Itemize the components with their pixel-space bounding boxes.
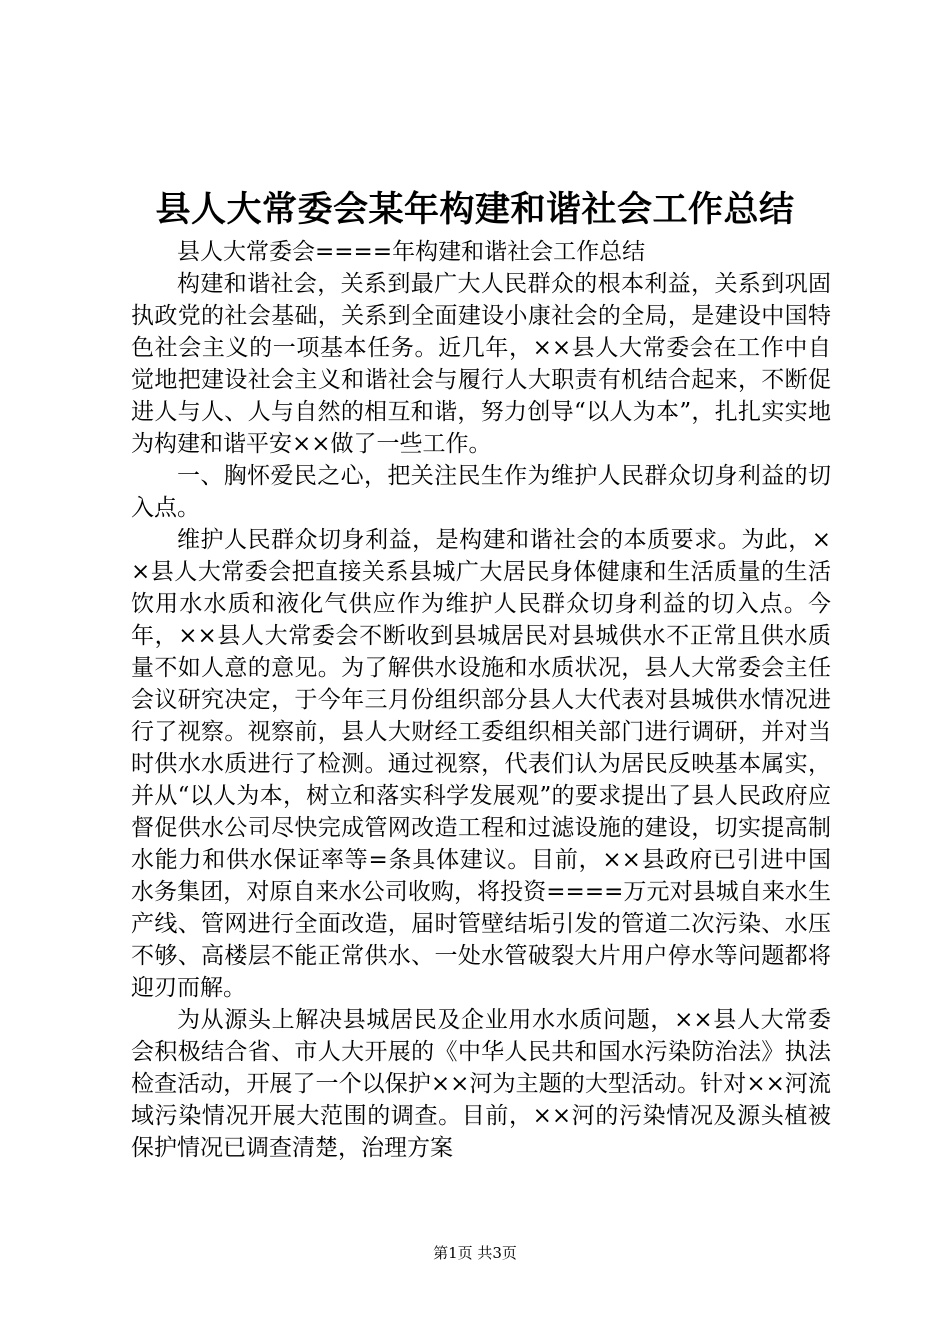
page-title: 县人大常委会某年构建和谐社会工作总结 [155,189,795,230]
page-footer: 第1页 共3页 [433,1244,517,1262]
document-body [131,236,831,1164]
paragraph-river-protection: 为从源头上解决县城居民及企业用水水质问题，××县人大常委会积极结合省、市人大开展的《中华人民共和国水污染防治法》执法检查活动，开展了一个以保护××河为主题的大型活动。针对××河流域污染情况开展大范围的调查。目前，××河的污染情况及源头植被保护情况已调查清楚，治理方案 [131,1007,831,1161]
paragraph-water-supply: 维护人民群众切身利益，是构建和谐社会的本质要求。为此，××县人大常委会把直接关系县城广大居民身体健康和生活质量的生活饮用水水质和液化气供应作为维护人民群众切身利益的切入点。今年，××县人大常委会不断收到县城居民对县城供水不正常且供水质量不如人意的意见。为了解供水设施和水质状况，县人大常委会主任会议研究决定，于今年三月份组织部分县人大代表对县城供水情况进行了视察。视察前，县人大财经工委组织相关部门进行调研，并对当时供水水质进行了检测。通过视察，代表们认为居民反映基本属实，并从“以人为本，树立和落实科学发展观”的要求提出了县人民政府应督促供水公司尽快完成管网改造工程和过滤设施的建设，切实提高制水能力和供水保证率等=条具体建议。目前，××县政府已引进中国水务集团，对原自来水公司收购，将投资====万元对县城自来水生产线、管网进行全面改造，届时管壁结垢引发的管道二次污染、水压不够、高楼层不能正常供水、一处水管破裂大片用户停水等问题都将迎刃而解。 [131,527,831,1001]
paragraph-subtitle: 县人大常委会====年构建和谐社会工作总结 [177,239,646,265]
paragraph-section-heading: 一、胸怀爱民之心，把关注民生作为维护人民群众切身利益的切入点。 [131,463,831,521]
paragraph-intro: 构建和谐社会，关系到最广大人民群众的根本利益，关系到巩固执政党的社会基础，关系到全面建设小康社会的全局，是建设中国特色社会主义的一项基本任务。近几年，××县人大常委会在工作中自觉地把建设社会主义和谐社会与履行人大职责有机结合起来，不断促进人与人、人与自然的相互和谐，努力创导“以人为本”，扎扎实实地为构建和谐平安××做了一些工作。 [131,271,831,457]
